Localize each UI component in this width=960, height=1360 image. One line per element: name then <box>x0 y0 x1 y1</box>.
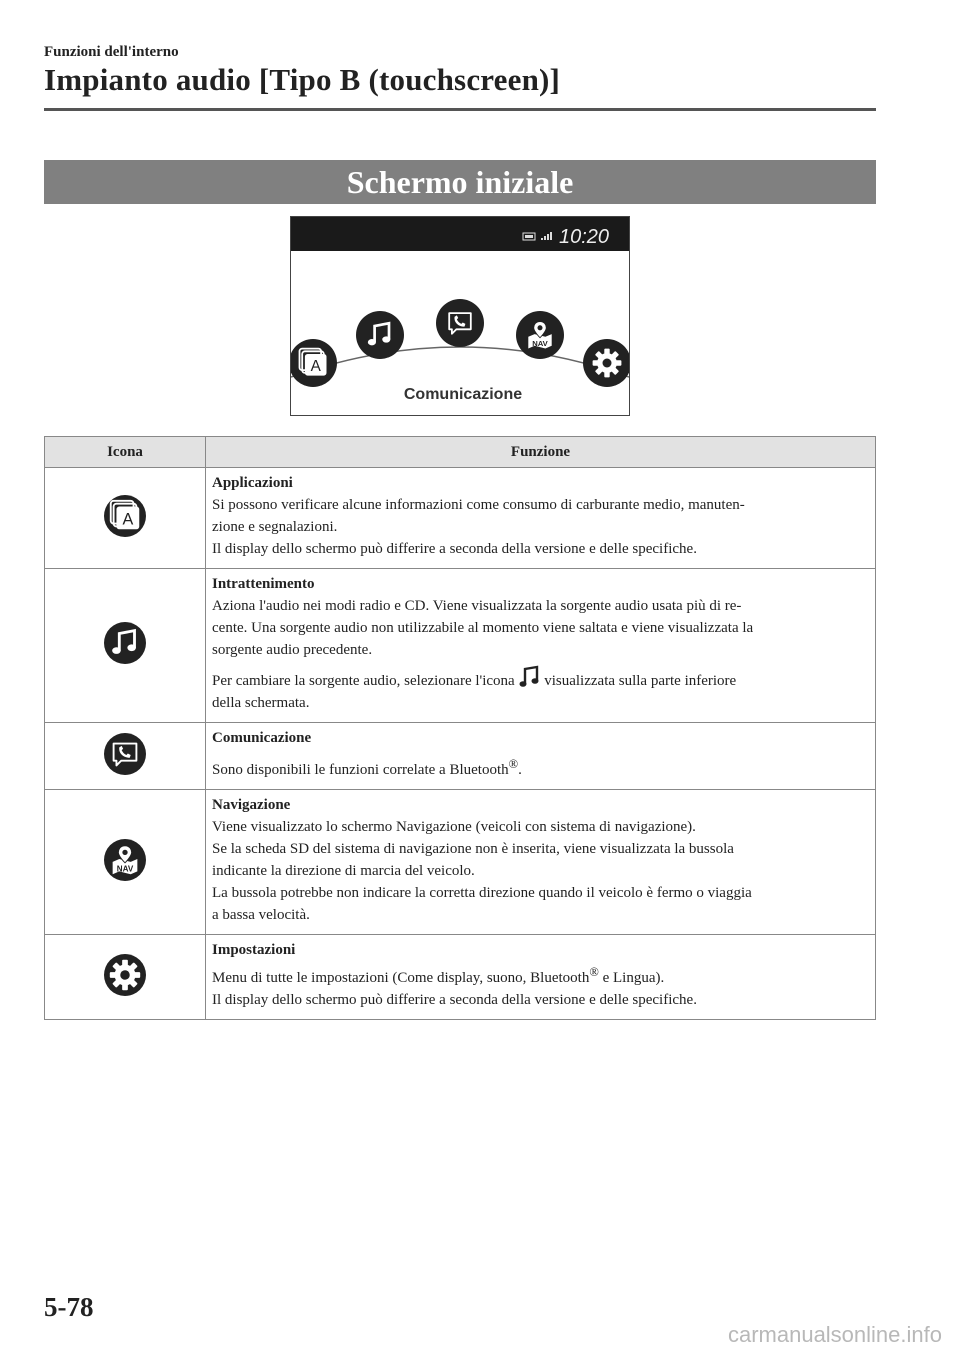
column-header-icon: Icona <box>45 437 206 468</box>
home-screen-illustration <box>290 216 630 416</box>
applications-icon <box>291 339 337 387</box>
note-text: Per cambiare la sorgente audio, selezionare l'icona <box>212 673 515 689</box>
function-description-line: a bassa velocità. <box>212 907 310 923</box>
title-underline <box>44 108 876 111</box>
column-header-function: Funzione <box>206 437 876 468</box>
function-description-line <box>212 753 869 781</box>
table-row <box>45 723 876 790</box>
selected-app-label: Comunicazione <box>403 386 523 403</box>
entertainment-icon <box>103 621 147 665</box>
description-text: Menu di tutte le impostazioni (Come display, suono, Bluetooth <box>212 970 590 986</box>
table-row <box>45 790 876 935</box>
settings-icon <box>583 339 629 387</box>
function-name: Navigazione <box>212 797 291 813</box>
description-end: . <box>518 762 522 778</box>
table-header-row <box>45 437 876 468</box>
function-description-line <box>212 961 869 989</box>
function-name: Impostazioni <box>212 942 296 958</box>
chapter-title: Funzioni dell'interno <box>44 44 179 60</box>
communication-icon <box>103 732 147 776</box>
note-text: visualizzata sulla parte inferiore <box>544 673 737 689</box>
function-description-line: cente. Una sorgente audio non utilizzabile al momento viene saltata e viene visualizzata la <box>212 620 754 636</box>
watermark: carmanualsonline.info <box>727 1322 942 1347</box>
function-name: Intrattenimento <box>212 576 315 592</box>
function-description-line: Aziona l'audio nei modi radio e CD. Viene visualizzata la sorgente audio usata più di re- <box>212 598 742 614</box>
page-title: Impianto audio [Tipo B (touchscreen)] <box>44 62 561 97</box>
function-note <box>212 665 869 692</box>
page-number: 5-78 <box>44 1292 94 1322</box>
communication-icon <box>436 299 484 347</box>
description-text: e Lingua). <box>598 970 665 986</box>
applications-icon <box>103 494 147 538</box>
description-text: Sono disponibili le funzioni correlate a Bluetooth <box>212 762 509 778</box>
function-description-line: zione e segnalazioni. <box>212 519 338 535</box>
registered-mark: ® <box>508 757 519 771</box>
function-description-line: La bussola potrebbe non indicare la corretta direzione quando il veicolo è fermo o viaggia <box>212 885 752 901</box>
table-row <box>45 569 876 723</box>
carousel-arc <box>291 347 629 377</box>
function-description-line: indicante la direzione di marcia del veicolo. <box>212 863 475 879</box>
function-description-line: Si possono verificare alcune informazioni come consumo di carburante medio, manuten- <box>212 497 745 513</box>
function-description-line: Viene visualizzato lo schermo Navigazione (veicoli con sistema di navigazione). <box>212 819 696 835</box>
function-description-line: della schermata. <box>212 695 310 711</box>
function-description-line: Se la scheda SD del sistema di navigazione non è inserita, viene visualizzata la bussola <box>212 841 734 857</box>
navigation-icon <box>103 838 147 882</box>
function-description-line: sorgente audio precedente. <box>212 642 373 658</box>
function-description-line: Il display dello schermo può differire a seconda della versione e delle specifiche. <box>212 992 697 1008</box>
table-row <box>45 935 876 1020</box>
function-table <box>44 436 876 1020</box>
clock-text: 10:20 <box>559 226 610 248</box>
navigation-icon <box>516 311 564 359</box>
music-note-icon <box>518 665 540 689</box>
function-description-line: Il display dello schermo può differire a seconda della versione e delle specifiche. <box>212 541 697 557</box>
table-row <box>45 468 876 569</box>
section-banner: Schermo iniziale <box>44 160 876 204</box>
function-name: Applicazioni <box>212 475 293 491</box>
function-name: Comunicazione <box>212 730 312 746</box>
settings-icon <box>103 953 147 997</box>
entertainment-icon <box>356 311 404 359</box>
registered-mark: ® <box>589 965 599 979</box>
